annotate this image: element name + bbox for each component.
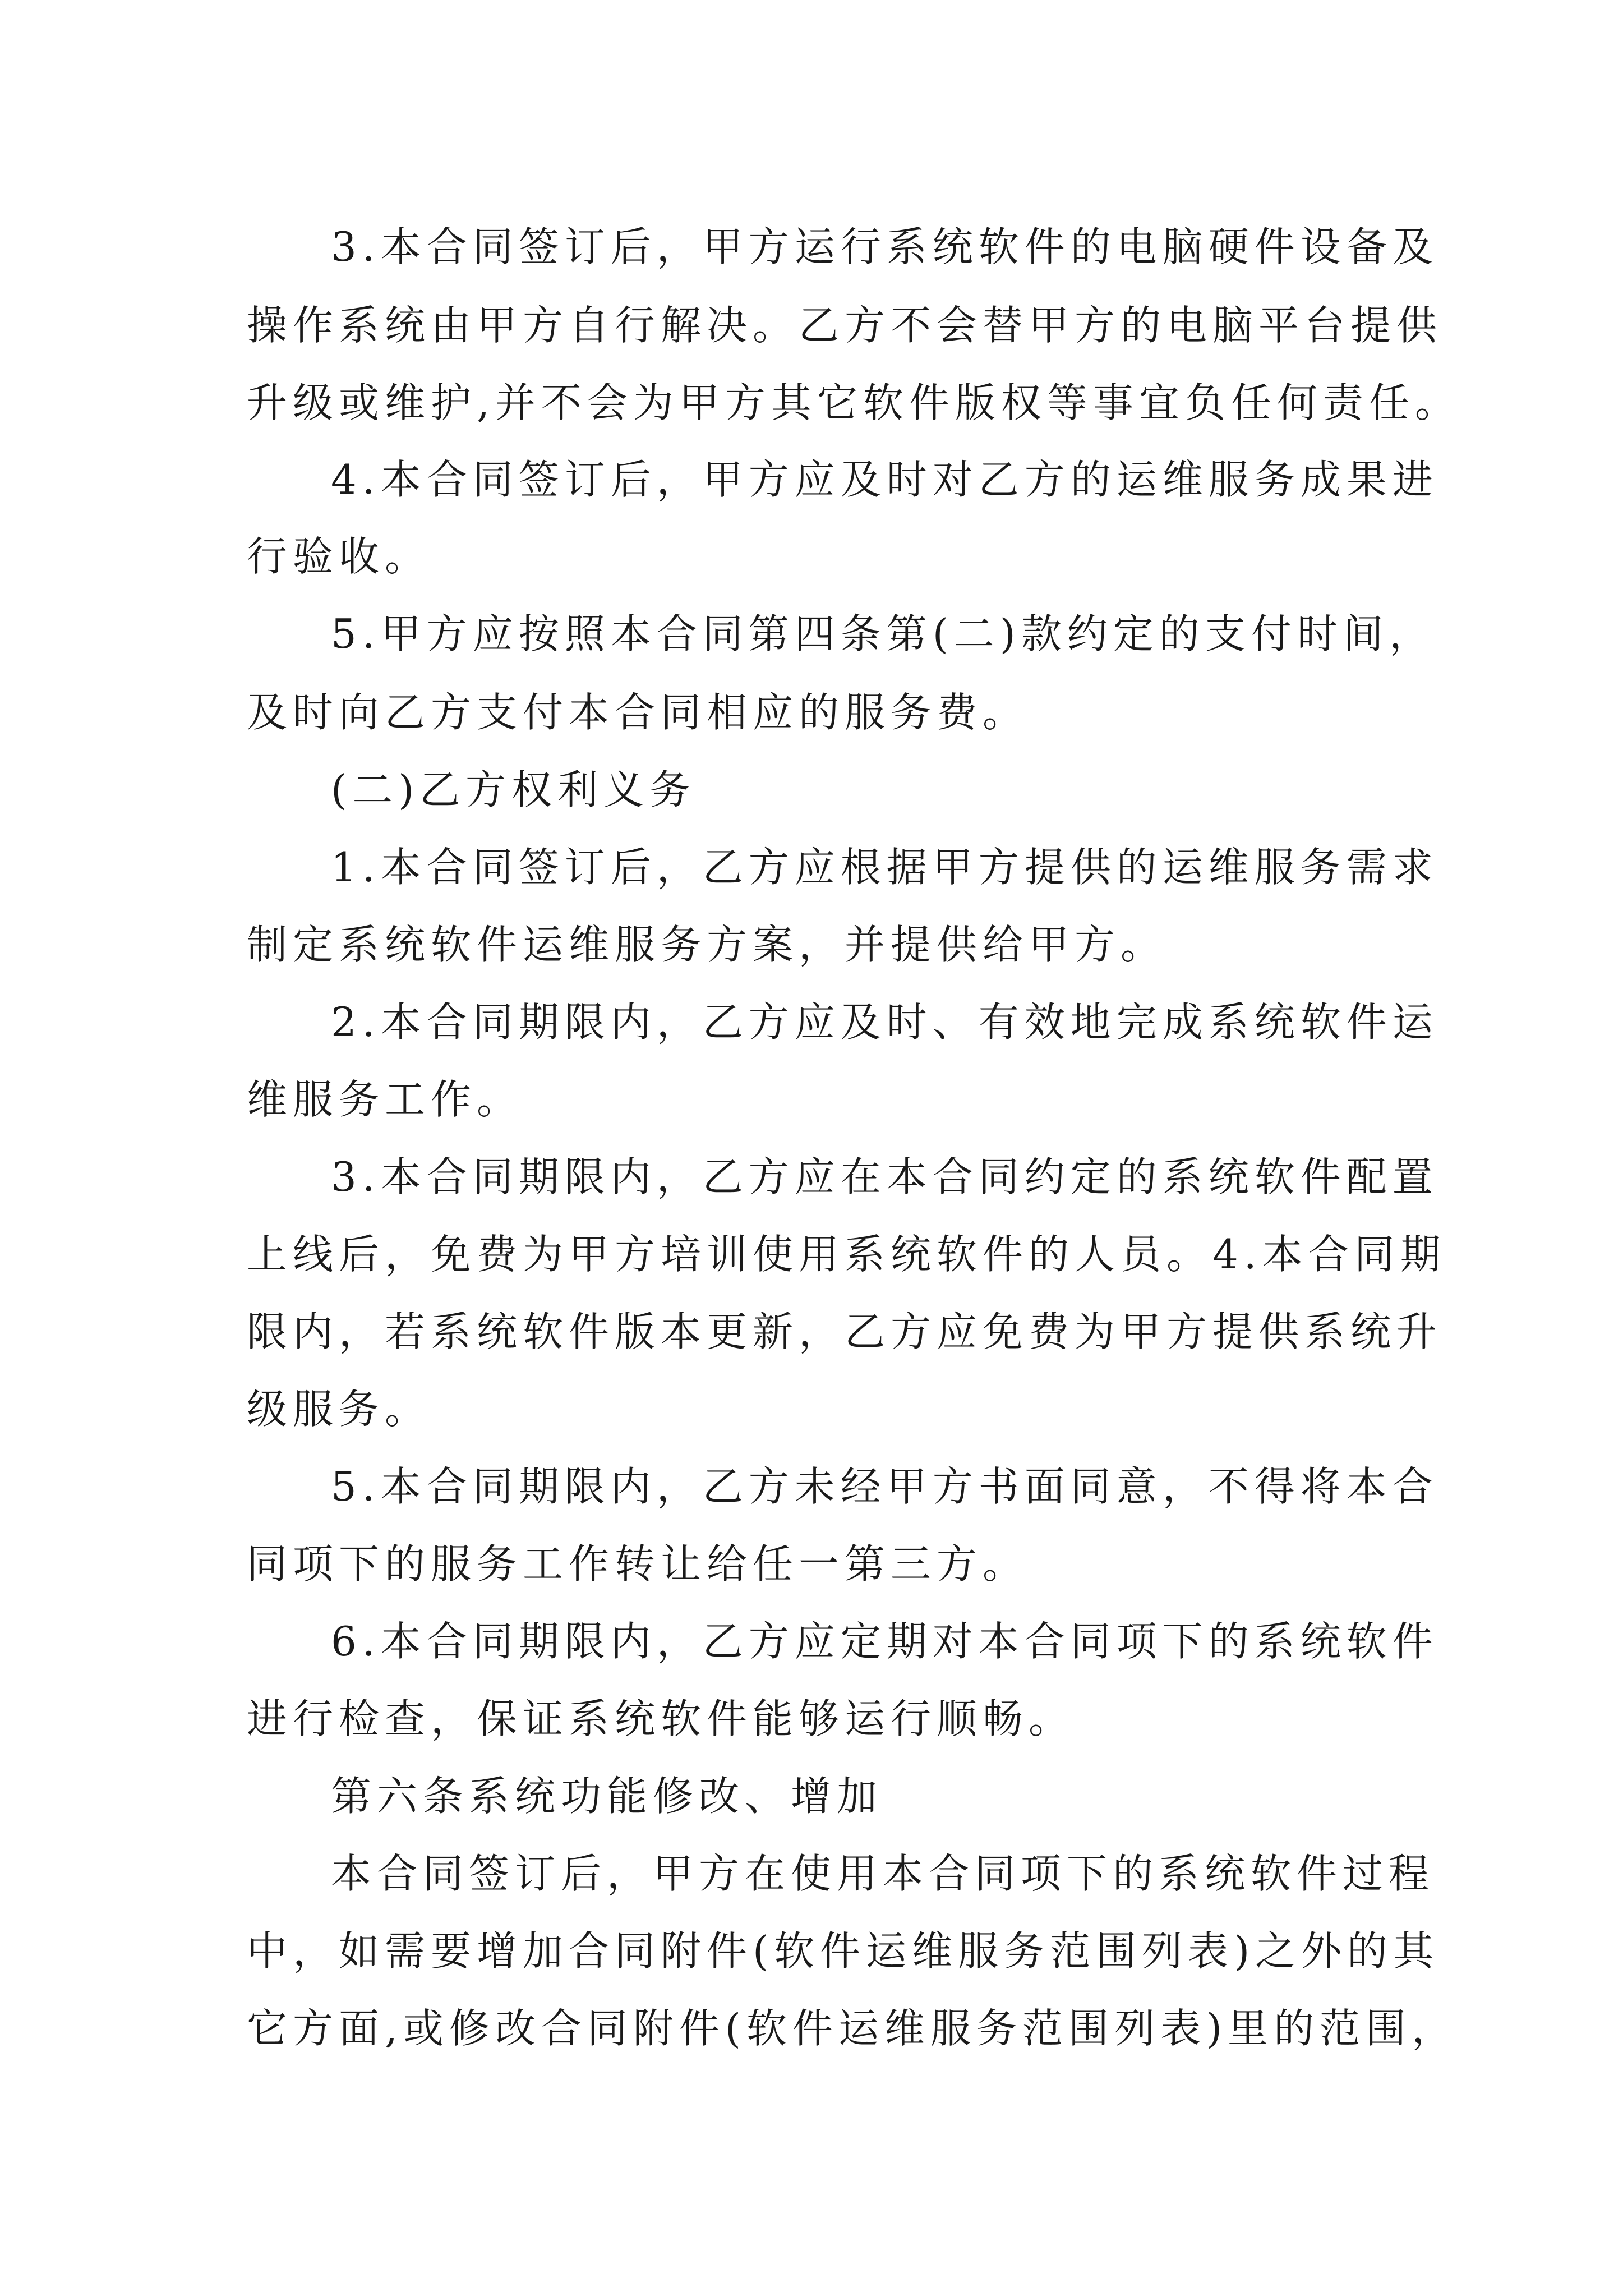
text-line: 它方面,或修改合同附件(软件运维服务范围列表)里的范围， [247,2005,1458,2052]
text-line: 同项下的服务工作转让给任一第三方。 [247,1540,1029,1588]
text-line: 限内，若系统软件版本更新，乙方应免费为甲方提供系统升 [247,1308,1443,1355]
section-heading: (二)乙方权利义务 [331,766,696,813]
text-line: 级服务。 [247,1386,431,1433]
text-line: 及时向乙方支付本合同相应的服务费。 [247,689,1029,736]
text-line: 本合同签订后，甲方在使用本合同项下的系统软件过程 [331,1850,1435,1897]
section-heading: 第六条系统功能修改、增加 [331,1773,883,1820]
text-line: 制定系统软件运维服务方案，并提供给甲方。 [247,921,1167,968]
text-line: 3.本合同签订后，甲方运行系统软件的电脑硬件设备及 [331,223,1438,270]
text-line: 3.本合同期限内，乙方应在本合同约定的系统软件配置 [331,1153,1438,1200]
text-line: 升级或维护,并不会为甲方其它软件版权等事宜负任何责任。 [247,379,1461,426]
text-line: 上线后，免费为甲方培训使用系统软件的人员。4.本合同期 [247,1231,1446,1278]
text-line: 1.本合同签订后，乙方应根据甲方提供的运维服务需求 [331,844,1438,891]
text-line: 6.本合同期限内，乙方应定期对本合同项下的系统软件 [331,1618,1438,1665]
text-line: 4.本合同签订后，甲方应及时对乙方的运维服务成果进 [331,456,1438,503]
text-line: 行验收。 [247,533,431,580]
text-line: 维服务工作。 [247,1076,523,1123]
text-line: 操作系统由甲方自行解决。乙方不会替甲方的电脑平台提供 [247,302,1443,349]
text-line: 2.本合同期限内，乙方应及时、有效地完成系统软件运 [331,999,1438,1046]
text-line: 进行检查，保证系统软件能够运行顺畅。 [247,1695,1075,1742]
text-line: 5.甲方应按照本合同第四条第(二)款约定的支付时间， [331,610,1435,657]
text-line: 5.本合同期限内，乙方未经甲方书面同意，不得将本合 [331,1463,1438,1510]
text-line: 中，如需要增加合同附件(软件运维服务范围列表)之外的其 [247,1927,1440,1975]
